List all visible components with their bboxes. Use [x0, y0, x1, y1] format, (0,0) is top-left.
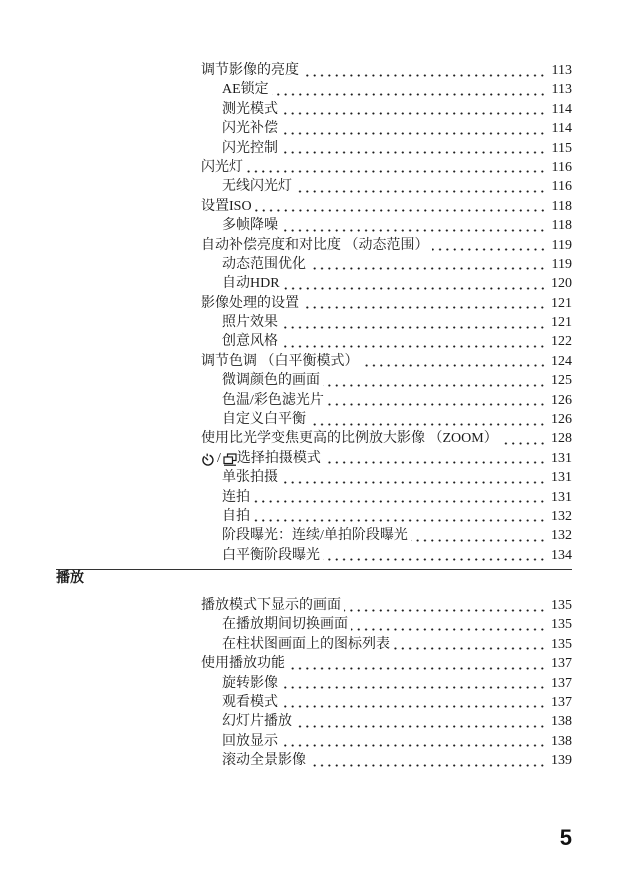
toc-entry-title: 回放显示 — [222, 733, 278, 749]
toc-entry-title: 自定义白平衡 — [222, 412, 306, 428]
dot-leader — [272, 80, 546, 99]
dot-leader — [281, 674, 546, 693]
toc-page-number: 120 — [551, 276, 572, 292]
toc-page-number: 113 — [551, 82, 572, 98]
dot-leader — [411, 526, 546, 545]
toc-subentry[interactable] — [201, 391, 572, 410]
toc-entry-title: 闪光补偿 — [222, 121, 278, 137]
toc-entry-title: 测光模式 — [222, 101, 278, 117]
toc-subentry[interactable] — [201, 371, 572, 390]
toc-entry-title: 白平衡阶段曝光 — [222, 547, 320, 563]
toc-entry[interactable] — [201, 158, 572, 177]
toc-entry[interactable] — [201, 197, 572, 216]
toc-page-number: 135 — [551, 598, 572, 613]
toc-subentry[interactable] — [201, 488, 572, 507]
toc-entry-title: 连拍 — [222, 489, 250, 505]
dot-leader — [309, 410, 546, 429]
toc-subentry[interactable] — [201, 751, 572, 770]
toc-subentry[interactable] — [201, 693, 572, 712]
dot-leader — [288, 654, 546, 673]
dot-leader — [253, 507, 546, 526]
toc-entry-title: 使用播放功能 — [201, 656, 285, 672]
toc-subentry[interactable] — [201, 712, 572, 731]
toc-page-number: 115 — [551, 140, 572, 156]
toc-entry-title: 照片效果 — [222, 315, 278, 331]
toc-entry-title: 微调颜色的画面 — [222, 373, 320, 389]
toc-entry[interactable] — [201, 596, 572, 615]
toc-entry-title: 在播放期间切换画面 — [222, 617, 348, 633]
dot-leader — [323, 546, 546, 565]
dot-leader — [295, 177, 546, 196]
toc-page-number: 132 — [551, 508, 572, 524]
toc-entry-title: 滚动全景影像 — [222, 753, 306, 769]
toc-entry-title: 调节色调 （白平衡模式） — [201, 353, 359, 369]
toc-page-number: 131 — [551, 489, 572, 505]
toc-subentry[interactable] — [201, 255, 572, 274]
toc-entry[interactable] — [201, 449, 572, 468]
toc-entry[interactable] — [201, 236, 572, 255]
toc-entry-title: 色温/彩色滤光片 — [222, 392, 324, 408]
toc-page-number: 118 — [551, 218, 572, 234]
toc-page-number: 131 — [551, 470, 572, 486]
toc-page-number: 131 — [551, 450, 572, 466]
section-divider — [56, 569, 572, 570]
toc-page-number: 128 — [551, 431, 572, 447]
toc-page-number: 116 — [551, 179, 572, 195]
toc-subentry[interactable] — [201, 274, 572, 293]
toc-page-number: 137 — [551, 656, 572, 672]
dot-leader — [281, 100, 546, 119]
toc-entry-title: 幻灯片播放 — [222, 714, 292, 730]
dot-leader — [302, 294, 546, 313]
toc-page-number: 125 — [551, 373, 572, 389]
toc-entry[interactable] — [201, 294, 572, 313]
dot-leader — [309, 255, 546, 274]
toc-entry-title: 动态范围优化 — [222, 256, 306, 272]
toc-page-number: 121 — [551, 295, 572, 311]
dot-leader — [302, 61, 546, 80]
dot-leader — [281, 332, 546, 351]
toc-entry-title: 多帧降噪 — [222, 218, 278, 234]
section-heading-playback: 播放 — [56, 571, 84, 586]
toc-page-number: 138 — [551, 733, 572, 749]
continuous-shooting-icon — [223, 452, 237, 466]
dot-leader — [281, 139, 546, 158]
page-number: 5 — [559, 825, 572, 850]
toc-entry-title: 自拍 — [222, 508, 250, 524]
toc-entry-title: 单张拍摄 — [222, 470, 278, 486]
toc-entry-title: 在柱状图画面上的图标列表 — [222, 636, 390, 652]
toc-page-number: 137 — [551, 694, 572, 710]
toc-subentry[interactable] — [201, 468, 572, 487]
dot-leader — [309, 751, 546, 770]
toc-entry-title: 创意风格 — [222, 334, 278, 350]
dot-leader — [324, 449, 546, 468]
toc-list — [201, 61, 572, 565]
toc-page-number: 114 — [551, 121, 572, 137]
toc-entry[interactable] — [201, 61, 572, 80]
toc-page-number: 126 — [551, 392, 572, 408]
toc-entry-title: 阶段曝光：连续/单拍阶段曝光 — [222, 528, 408, 544]
toc-page-number: 116 — [551, 159, 572, 175]
dot-leader — [393, 635, 546, 654]
toc-subentry[interactable] — [201, 100, 572, 119]
toc-entry[interactable] — [201, 352, 572, 371]
toc-entry-title: 设置ISO — [201, 198, 252, 214]
toc-subentry[interactable] — [201, 635, 572, 654]
dot-leader — [432, 236, 547, 255]
dot-leader — [283, 274, 546, 293]
dot-leader — [281, 313, 546, 332]
toc-page-number: 134 — [551, 547, 572, 563]
dot-leader — [501, 429, 546, 448]
toc-subentry[interactable] — [201, 410, 572, 429]
toc-subentry[interactable] — [201, 546, 572, 565]
toc-subentry[interactable] — [201, 507, 572, 526]
toc-subentry[interactable] — [201, 526, 572, 545]
toc-page-number: 124 — [551, 353, 572, 369]
toc-entry-title: 闪光控制 — [222, 140, 278, 156]
dot-leader — [246, 158, 546, 177]
dot-leader — [281, 732, 546, 751]
toc-subentry[interactable] — [201, 313, 572, 332]
toc-subentry[interactable] — [201, 216, 572, 235]
dot-leader — [327, 391, 546, 410]
toc-page-number: 126 — [551, 412, 572, 428]
toc-page-number: 119 — [551, 256, 572, 272]
toc-entry-title: 使用比光学变焦更高的比例放大影像 （ZOOM） — [201, 431, 498, 447]
toc-entry-title: 旋转影像 — [222, 675, 278, 691]
toc-entry-title: 播放模式下显示的画面 — [201, 598, 341, 613]
toc-entry-title: 调节影像的亮度 — [201, 63, 299, 78]
dot-leader — [253, 488, 546, 507]
toc-list-playback — [201, 596, 572, 771]
toc-subentry[interactable] — [201, 119, 572, 138]
toc-page-number: 135 — [551, 636, 572, 652]
dot-leader — [351, 615, 546, 634]
toc-page-number: 118 — [551, 198, 572, 214]
toc-page-number: 113 — [551, 63, 572, 78]
toc-subentry[interactable] — [201, 732, 572, 751]
toc-page-number: 135 — [551, 617, 572, 633]
dot-leader — [323, 371, 546, 390]
toc-entry-title: 自动HDR — [222, 276, 280, 292]
toc-entry-title: 影像处理的设置 — [201, 295, 299, 311]
dot-leader — [362, 352, 547, 371]
toc-subentry[interactable] — [201, 80, 572, 99]
toc-entry-title: 无线闪光灯 — [222, 179, 292, 195]
toc-entry[interactable] — [201, 654, 572, 673]
self-timer-icon — [201, 452, 215, 466]
toc-entry-title: AE锁定 — [222, 82, 269, 98]
toc-entry-title: 观看模式 — [222, 694, 278, 710]
toc-entry-title: 自动补偿亮度和对比度 （动态范围） — [201, 237, 429, 253]
toc-page-number: 122 — [551, 334, 572, 350]
toc-page-number: 132 — [551, 528, 572, 544]
toc-entry-title: 闪光灯 — [201, 159, 243, 175]
toc-subentry[interactable] — [201, 177, 572, 196]
toc-subentry[interactable] — [201, 674, 572, 693]
toc-subentry[interactable] — [201, 615, 572, 634]
icon-separator: / — [217, 450, 221, 466]
toc-entry-title: 选择拍摄模式 — [236, 450, 321, 466]
toc-page-number: 121 — [551, 315, 572, 331]
dot-leader — [281, 119, 546, 138]
toc-page-number: 119 — [551, 237, 572, 253]
toc-page-number: 137 — [551, 675, 572, 691]
dot-leader — [281, 693, 546, 712]
dot-leader — [281, 216, 546, 235]
dot-leader — [295, 712, 546, 731]
dot-leader — [255, 197, 546, 216]
toc-page-number: 114 — [551, 101, 572, 117]
toc-page-number: 139 — [551, 753, 572, 769]
toc-page-number: 138 — [551, 714, 572, 730]
toc-subentry[interactable] — [201, 139, 572, 158]
dot-leader — [344, 596, 546, 615]
toc-subentry[interactable] — [201, 332, 572, 351]
dot-leader — [281, 468, 546, 487]
toc-entry[interactable] — [201, 429, 572, 448]
